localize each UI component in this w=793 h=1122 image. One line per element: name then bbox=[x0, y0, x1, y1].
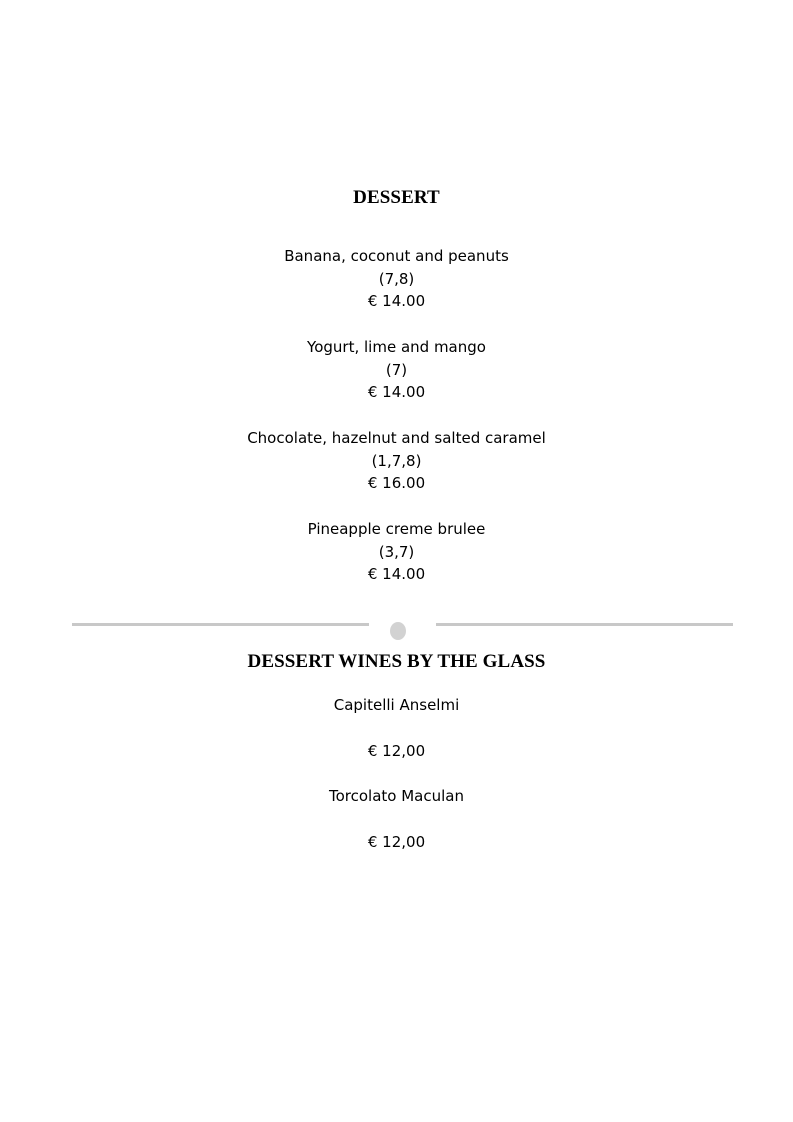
wine-item-name: Torcolato Maculan bbox=[329, 787, 464, 805]
dessert-heading: DESSERT bbox=[353, 187, 440, 208]
dessert-item-name: Chocolate, hazelnut and salted caramel bbox=[247, 429, 546, 447]
dessert-item-price: € 16.00 bbox=[367, 474, 426, 492]
dessert-item-allergens: (7,8) bbox=[378, 270, 415, 288]
divider-dot-icon bbox=[390, 622, 406, 640]
divider-line-left bbox=[72, 623, 369, 626]
dessert-item-name: Banana, coconut and peanuts bbox=[284, 247, 509, 265]
divider-line-right bbox=[436, 623, 733, 626]
wine-item-price: € 12,00 bbox=[367, 833, 426, 851]
dessert-item-name: Pineapple creme brulee bbox=[307, 520, 486, 538]
wine-item-price: € 12,00 bbox=[367, 742, 426, 760]
dessert-item-allergens: (1,7,8) bbox=[371, 452, 422, 470]
dessert-item-price: € 14.00 bbox=[367, 292, 426, 310]
dessert-item-price: € 14.00 bbox=[367, 383, 426, 401]
dessert-item-allergens: (3,7) bbox=[378, 543, 415, 561]
dessert-item-price: € 14.00 bbox=[367, 565, 426, 583]
dessert-item-allergens: (7) bbox=[385, 361, 408, 379]
wines-heading: DESSERT WINES BY THE GLASS bbox=[247, 651, 546, 672]
wine-item-name: Capitelli Anselmi bbox=[333, 696, 460, 714]
dessert-item-name: Yogurt, lime and mango bbox=[307, 338, 486, 356]
